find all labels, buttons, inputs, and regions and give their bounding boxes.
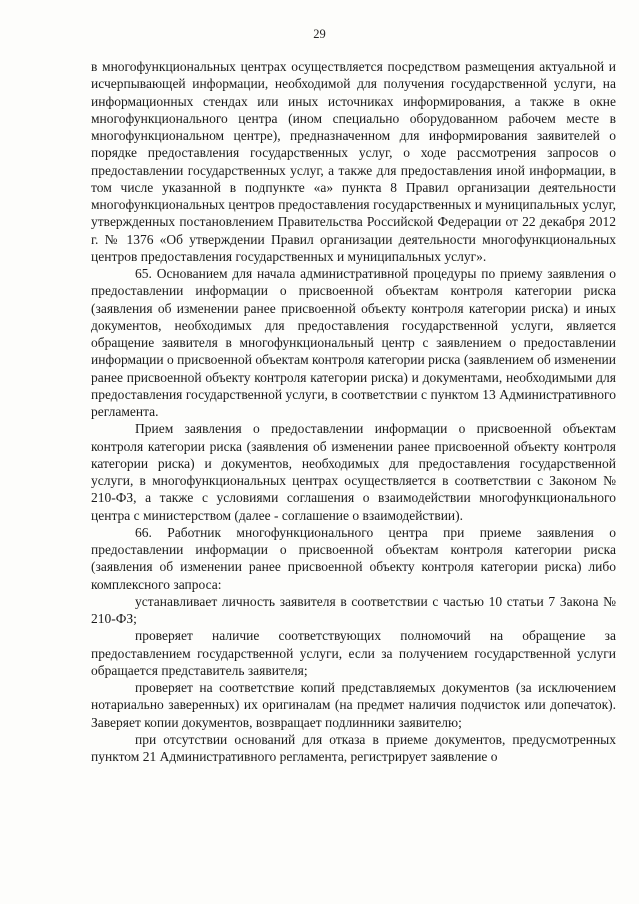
document-body	[91, 58, 616, 765]
paragraph-66: 66. Работник многофункционального центра при приеме заявления о предоставлении информации о присвоенной объектам контроля категории риска (заявления об изменении ранее присвоенной объекту контроля категории риска) либо комплексного запроса:	[91, 524, 616, 592]
paragraph-continuation: в многофункциональных центрах осуществляется посредством размещения актуальной и исчерпывающей информации, необходимой для получения государственной услуги, на информационных стендах или иных источниках информирования, а также в окне многофункционального центра (ином специально оборудованном рабочем месте в многофункциональном центре), предназначенном для информирования заявителей о порядке предоставления государственных услуг, о ходе рассмотрения запросов о предоставлении государственных услуг, а также для предоставления иной информации, в том числе указанной в подпункте «а» пункта 8 Правил организации деятельности многофункциональных центров предоставления государственных и муниципальных услуг, утвержденных постановлением Правительства Российской Федерации от 22 декабря 2012 г. № 1376 «Об утверждении Правил организации деятельности многофункциональных центров предоставления государственных и муниципальных услуг».	[91, 59, 616, 264]
paragraph-reception: Прием заявления о предоставлении информации о присвоенной объектам контроля категории риска (заявления об изменении ранее присвоенной объекту контроля категории риска) и документов, необходимых для предоставления государственной услуги, в многофункциональных центрах осуществляется в соответствии с Законом № 210-ФЗ, а также с условиями соглашения о взаимодействии многофункционального центра с министерством (далее - соглашение о взаимодействии).	[91, 421, 616, 523]
paragraph-65: 65. Основанием для начала административной процедуры по приему заявления о предоставлении информации о присвоенной объектам контроля категории риска (заявления об изменении ранее присвоенной объекту контроля категории риска) и иных документов, необходимых для предоставления государственной услуги, является обращение заявителя в многофункциональный центр с заявлением о предоставлении информации о присвоенной объектам контроля категории риска (заявлением об изменении ранее присвоенной объекту контроля категории риска) и документами, необходимыми для предоставления государственной услуги, в соответствии с пунктом 13 Административного регламента.	[91, 266, 616, 419]
paragraph-identity: устанавливает личность заявителя в соответствии с частью 10 статьи 7 Закона № 210-ФЗ;	[91, 593, 616, 626]
paragraph-authority: проверяет наличие соответствующих полномочий на обращение за предоставлением государственной услуги, если за получением государственной услуги обращается представитель заявителя;	[91, 628, 616, 678]
page-number: 29	[313, 27, 326, 41]
paragraph-registration: при отсутствии оснований для отказа в приеме документов, предусмотренных пунктом 21 Административного регламента, регистрирует заявление о	[91, 731, 616, 764]
paragraph-copies: проверяет на соответствие копий представляемых документов (за исключением нотариально заверенных) их оригиналам (на предмет наличия подчисток или допечаток). Заверяет копии документов, возвращает подлинники заявителю;	[91, 680, 616, 730]
